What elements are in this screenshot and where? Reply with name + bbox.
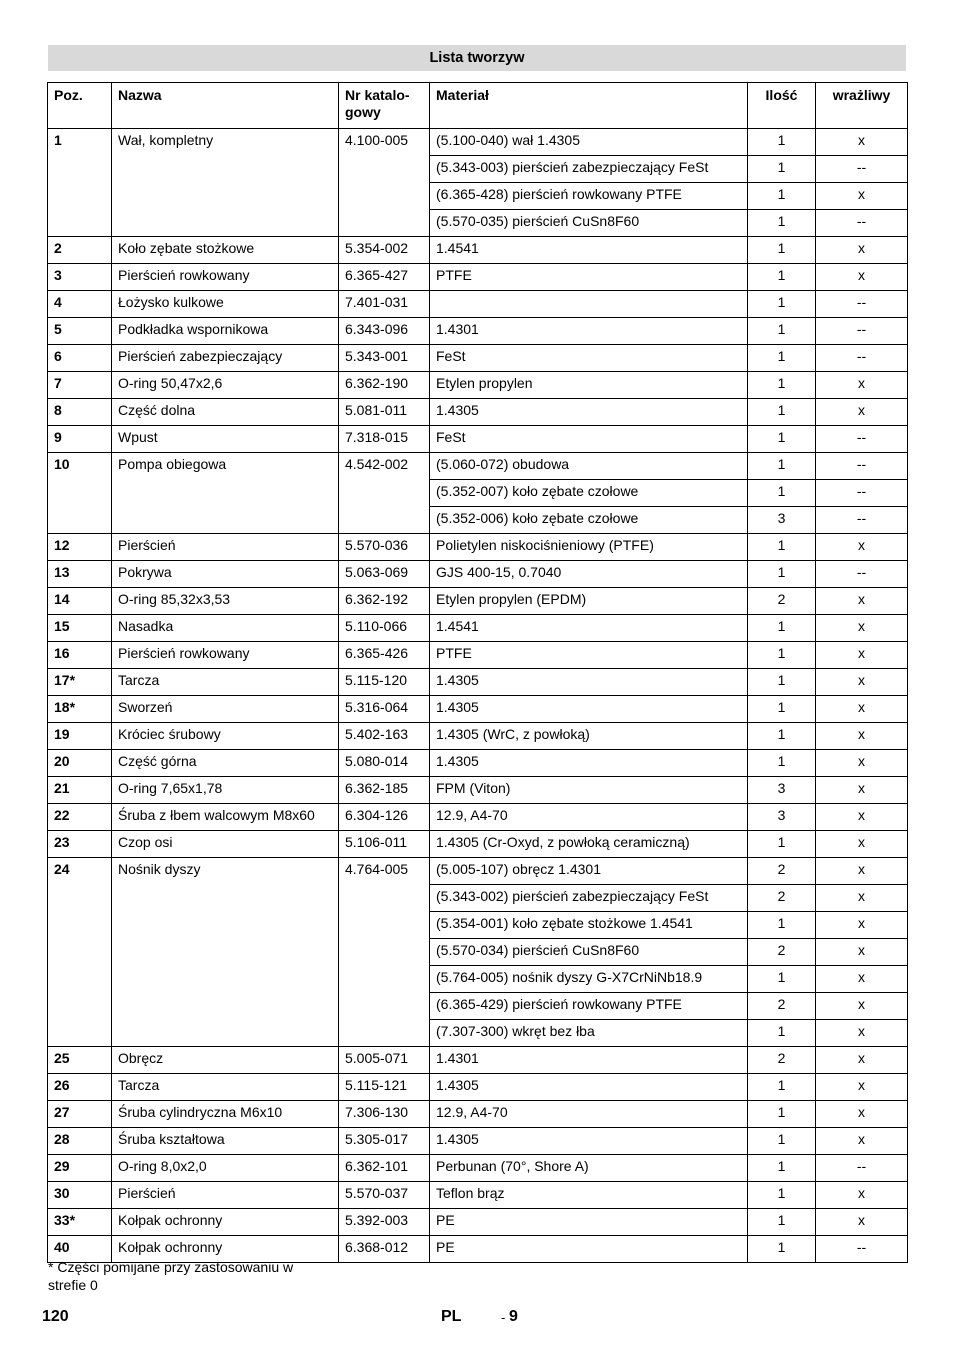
header-qty: Ilość: [748, 83, 816, 129]
cell-catalog: 5.081-011: [339, 399, 430, 426]
cell-catalog: 7.306-130: [339, 1101, 430, 1128]
cell-qty: 3: [748, 507, 816, 534]
cell-name: Pompa obiegowa: [112, 453, 339, 534]
cell-qty: 1: [748, 453, 816, 480]
cell-qty: 1: [748, 426, 816, 453]
cell-name: Tarcza: [112, 669, 339, 696]
cell-qty: 1: [748, 912, 816, 939]
language-code: PL: [441, 1308, 462, 1325]
table-row: [48, 399, 908, 426]
cell-name: Pierścień zabezpieczający: [112, 345, 339, 372]
cell-name: Sworzeń: [112, 696, 339, 723]
cell-catalog: 5.402-163: [339, 723, 430, 750]
table-row: [48, 1182, 908, 1209]
cell-qty: 1: [748, 615, 816, 642]
cell-material: FPM (Viton): [430, 777, 748, 804]
cell-qty: 1: [748, 534, 816, 561]
cell-pos: 9: [48, 426, 112, 453]
cell-sensitive: x: [816, 615, 908, 642]
cell-catalog: 6.368-012: [339, 1236, 430, 1263]
cell-material: 1.4305: [430, 1074, 748, 1101]
cell-qty: 1: [748, 264, 816, 291]
cell-catalog: 5.005-071: [339, 1047, 430, 1074]
cell-sensitive: --: [816, 507, 908, 534]
cell-name: Podkładka wspornikowa: [112, 318, 339, 345]
cell-name: Tarcza: [112, 1074, 339, 1101]
cell-pos: 21: [48, 777, 112, 804]
table-row: [48, 534, 908, 561]
cell-catalog: 7.401-031: [339, 291, 430, 318]
cell-qty: 1: [748, 1182, 816, 1209]
cell-qty: 2: [748, 1047, 816, 1074]
cell-material: Polietylen niskociśnieniowy (PTFE): [430, 534, 748, 561]
cell-pos: 6: [48, 345, 112, 372]
cell-material: 12.9, A4-70: [430, 804, 748, 831]
cell-sensitive: x: [816, 1182, 908, 1209]
cell-name: Króciec śrubowy: [112, 723, 339, 750]
table-row: [48, 777, 908, 804]
cell-catalog: 6.362-192: [339, 588, 430, 615]
table-row: [48, 1101, 908, 1128]
cell-sensitive: x: [816, 183, 908, 210]
table-row: [48, 1128, 908, 1155]
cell-catalog: 6.362-190: [339, 372, 430, 399]
header-pos: Poz.: [48, 83, 112, 129]
cell-sensitive: x: [816, 1101, 908, 1128]
cell-name: Nasadka: [112, 615, 339, 642]
cell-catalog: 5.570-037: [339, 1182, 430, 1209]
cell-sensitive: x: [816, 1047, 908, 1074]
cell-pos: 22: [48, 804, 112, 831]
cell-pos: 12: [48, 534, 112, 561]
cell-sensitive: x: [816, 804, 908, 831]
cell-sensitive: --: [816, 480, 908, 507]
cell-catalog: 6.365-427: [339, 264, 430, 291]
cell-pos: 10: [48, 453, 112, 534]
table-row: [48, 237, 908, 264]
cell-material: 1.4305: [430, 399, 748, 426]
cell-name: Pierścień rowkowany: [112, 264, 339, 291]
cell-name: Pierścień: [112, 534, 339, 561]
cell-qty: 1: [748, 1128, 816, 1155]
cell-sensitive: x: [816, 264, 908, 291]
cell-sensitive: x: [816, 1074, 908, 1101]
cell-catalog: 5.570-036: [339, 534, 430, 561]
cell-material: (5.570-035) pierścień CuSn8F60: [430, 210, 748, 237]
table-row: [48, 345, 908, 372]
cell-qty: 1: [748, 1236, 816, 1263]
cell-qty: 1: [748, 291, 816, 318]
cell-name: Kołpak ochronny: [112, 1209, 339, 1236]
cell-catalog: 5.354-002: [339, 237, 430, 264]
cell-sensitive: --: [816, 345, 908, 372]
cell-sensitive: x: [816, 723, 908, 750]
table-row: [48, 1209, 908, 1236]
cell-sensitive: x: [816, 399, 908, 426]
cell-name: Śruba z łbem walcowym M8x60: [112, 804, 339, 831]
table-body: [48, 129, 908, 1263]
cell-name: Wał, kompletny: [112, 129, 339, 237]
table-row: [48, 696, 908, 723]
cell-catalog: 5.115-121: [339, 1074, 430, 1101]
cell-material: (5.343-002) pierścień zabezpieczający FeSt: [430, 885, 748, 912]
cell-sensitive: x: [816, 885, 908, 912]
cell-catalog: 5.115-120: [339, 669, 430, 696]
cell-sensitive: x: [816, 858, 908, 885]
cell-sensitive: x: [816, 1128, 908, 1155]
cell-name: Część dolna: [112, 399, 339, 426]
cell-name: Nośnik dyszy: [112, 858, 339, 1047]
cell-material: 12.9, A4-70: [430, 1101, 748, 1128]
cell-pos: 30: [48, 1182, 112, 1209]
cell-qty: 1: [748, 831, 816, 858]
table-header: [48, 83, 908, 129]
cell-material: 1.4305: [430, 696, 748, 723]
cell-qty: 2: [748, 885, 816, 912]
cell-material: 1.4305: [430, 1128, 748, 1155]
cell-pos: 33*: [48, 1209, 112, 1236]
cell-qty: 2: [748, 588, 816, 615]
cell-name: Obręcz: [112, 1047, 339, 1074]
cell-pos: 7: [48, 372, 112, 399]
cell-qty: 1: [748, 1101, 816, 1128]
cell-material: 1.4305: [430, 750, 748, 777]
cell-pos: 3: [48, 264, 112, 291]
cell-sensitive: x: [816, 669, 908, 696]
cell-qty: 1: [748, 345, 816, 372]
cell-material: (5.343-003) pierścień zabezpieczający FeSt: [430, 156, 748, 183]
cell-material: 1.4305 (WrC, z powłoką): [430, 723, 748, 750]
cell-material: 1.4305: [430, 669, 748, 696]
cell-qty: 1: [748, 183, 816, 210]
cell-name: O-ring 85,32x3,53: [112, 588, 339, 615]
cell-pos: 13: [48, 561, 112, 588]
cell-name: Wpust: [112, 426, 339, 453]
table-row: [48, 831, 908, 858]
cell-sensitive: x: [816, 939, 908, 966]
table-row: [48, 804, 908, 831]
cell-material: 1.4301: [430, 1047, 748, 1074]
header-sensitive: wrażliwy: [816, 83, 908, 129]
cell-pos: 16: [48, 642, 112, 669]
cell-sensitive: x: [816, 777, 908, 804]
cell-pos: 20: [48, 750, 112, 777]
cell-sensitive: x: [816, 237, 908, 264]
cell-qty: 1: [748, 1155, 816, 1182]
cell-qty: 3: [748, 777, 816, 804]
cell-qty: 1: [748, 129, 816, 156]
cell-name: O-ring 8,0x2,0: [112, 1155, 339, 1182]
table-row: [48, 750, 908, 777]
cell-qty: 1: [748, 696, 816, 723]
footnote: * Części pomijane przy zastosowaniu w strefie 0: [48, 1259, 294, 1293]
cell-material: (5.352-006) koło zębate czołowe: [430, 507, 748, 534]
table-row: [48, 372, 908, 399]
cell-sensitive: x: [816, 1209, 908, 1236]
cell-material: Etylen propylen: [430, 372, 748, 399]
cell-qty: 2: [748, 939, 816, 966]
cell-material: (7.307-300) wkręt bez łba: [430, 1020, 748, 1047]
cell-pos: 18*: [48, 696, 112, 723]
cell-sensitive: x: [816, 993, 908, 1020]
cell-sensitive: x: [816, 966, 908, 993]
table-row: [48, 264, 908, 291]
table-row: [48, 669, 908, 696]
header-row: [48, 83, 908, 129]
cell-catalog: 5.305-017: [339, 1128, 430, 1155]
cell-catalog: 5.343-001: [339, 345, 430, 372]
cell-sensitive: x: [816, 831, 908, 858]
cell-name: Część górna: [112, 750, 339, 777]
cell-qty: 1: [748, 318, 816, 345]
cell-catalog: 4.764-005: [339, 858, 430, 1047]
cell-sensitive: --: [816, 318, 908, 345]
cell-material: 1.4305 (Cr-Oxyd, z powłoką ceramiczną): [430, 831, 748, 858]
cell-sensitive: --: [816, 453, 908, 480]
cell-pos: 24: [48, 858, 112, 1047]
cell-sensitive: x: [816, 588, 908, 615]
cell-pos: 26: [48, 1074, 112, 1101]
cell-sensitive: x: [816, 642, 908, 669]
cell-material: PTFE: [430, 264, 748, 291]
cell-material: Etylen propylen (EPDM): [430, 588, 748, 615]
table-row: [48, 318, 908, 345]
cell-sensitive: x: [816, 750, 908, 777]
cell-name: Koło zębate stożkowe: [112, 237, 339, 264]
table-row: [48, 453, 908, 480]
cell-material: (5.005-107) obręcz 1.4301: [430, 858, 748, 885]
cell-catalog: 5.110-066: [339, 615, 430, 642]
header-material: Materiał: [430, 83, 748, 129]
cell-sensitive: x: [816, 372, 908, 399]
header-name: Nazwa: [112, 83, 339, 129]
cell-material: PE: [430, 1209, 748, 1236]
cell-qty: 1: [748, 210, 816, 237]
table-row: [48, 129, 908, 156]
cell-pos: 27: [48, 1101, 112, 1128]
cell-sensitive: --: [816, 1155, 908, 1182]
table-title-text: Lista tworzyw: [429, 50, 525, 66]
cell-catalog: 5.392-003: [339, 1209, 430, 1236]
cell-material: 1.4301: [430, 318, 748, 345]
cell-qty: 1: [748, 669, 816, 696]
cell-qty: 2: [748, 858, 816, 885]
cell-catalog: 6.343-096: [339, 318, 430, 345]
cell-qty: 1: [748, 480, 816, 507]
cell-name: Łożysko kulkowe: [112, 291, 339, 318]
cell-catalog: 4.100-005: [339, 129, 430, 237]
cell-catalog: 5.316-064: [339, 696, 430, 723]
cell-name: Pierścień: [112, 1182, 339, 1209]
table-row: [48, 642, 908, 669]
cell-material: (5.764-005) nośnik dyszy G-X7CrNiNb18.9: [430, 966, 748, 993]
table-row: [48, 1047, 908, 1074]
cell-sensitive: --: [816, 426, 908, 453]
cell-catalog: 4.542-002: [339, 453, 430, 534]
cell-qty: 3: [748, 804, 816, 831]
cell-material: 1.4541: [430, 237, 748, 264]
cell-sensitive: --: [816, 291, 908, 318]
cell-material: GJS 400-15, 0.7040: [430, 561, 748, 588]
cell-sensitive: x: [816, 129, 908, 156]
table-row: [48, 1074, 908, 1101]
cell-pos: 28: [48, 1128, 112, 1155]
cell-pos: 29: [48, 1155, 112, 1182]
cell-material: Perbunan (70°, Shore A): [430, 1155, 748, 1182]
cell-pos: 2: [48, 237, 112, 264]
cell-name: Śruba kształtowa: [112, 1128, 339, 1155]
cell-pos: 5: [48, 318, 112, 345]
cell-sensitive: --: [816, 1236, 908, 1263]
cell-catalog: 5.080-014: [339, 750, 430, 777]
cell-name: Kołpak ochronny: [112, 1236, 339, 1263]
cell-pos: 14: [48, 588, 112, 615]
cell-pos: 23: [48, 831, 112, 858]
table-row: [48, 561, 908, 588]
cell-material: 1.4541: [430, 615, 748, 642]
cell-qty: 1: [748, 723, 816, 750]
table-row: [48, 588, 908, 615]
cell-qty: 1: [748, 399, 816, 426]
cell-qty: 1: [748, 1074, 816, 1101]
cell-catalog: 5.063-069: [339, 561, 430, 588]
cell-sensitive: --: [816, 210, 908, 237]
cell-sensitive: x: [816, 912, 908, 939]
cell-pos: 19: [48, 723, 112, 750]
cell-sensitive: x: [816, 534, 908, 561]
cell-pos: 40: [48, 1236, 112, 1263]
table-row: [48, 291, 908, 318]
table-row: [48, 615, 908, 642]
cell-pos: 15: [48, 615, 112, 642]
table-row: [48, 723, 908, 750]
cell-qty: 1: [748, 1020, 816, 1047]
cell-name: O-ring 7,65x1,78: [112, 777, 339, 804]
cell-pos: 1: [48, 129, 112, 237]
cell-qty: 2: [748, 993, 816, 1020]
table-row: [48, 1155, 908, 1182]
cell-pos: 8: [48, 399, 112, 426]
cell-qty: 1: [748, 372, 816, 399]
cell-name: O-ring 50,47x2,6: [112, 372, 339, 399]
cell-catalog: 6.304-126: [339, 804, 430, 831]
cell-material: (5.354-001) koło zębate stożkowe 1.4541: [430, 912, 748, 939]
cell-catalog: 5.106-011: [339, 831, 430, 858]
cell-material: FeSt: [430, 345, 748, 372]
cell-material: (5.352-007) koło zębate czołowe: [430, 480, 748, 507]
cell-catalog: 6.365-426: [339, 642, 430, 669]
cell-pos: 17*: [48, 669, 112, 696]
cell-material: Teflon brąz: [430, 1182, 748, 1209]
cell-material: (6.365-429) pierścień rowkowany PTFE: [430, 993, 748, 1020]
cell-name: Pokrywa: [112, 561, 339, 588]
cell-material: (5.570-034) pierścień CuSn8F60: [430, 939, 748, 966]
cell-qty: 1: [748, 1209, 816, 1236]
cell-sensitive: --: [816, 156, 908, 183]
table-title: [48, 45, 906, 71]
cell-pos: 4: [48, 291, 112, 318]
cell-material: PTFE: [430, 642, 748, 669]
cell-name: Śruba cylindryczna M6x10: [112, 1101, 339, 1128]
cell-qty: 1: [748, 156, 816, 183]
cell-name: Czop osi: [112, 831, 339, 858]
page-number: 120: [42, 1308, 69, 1325]
table-row: [48, 426, 908, 453]
cell-sensitive: x: [816, 696, 908, 723]
cell-material: (6.365-428) pierścień rowkowany PTFE: [430, 183, 748, 210]
sub-page-number: 9: [509, 1308, 518, 1325]
cell-sensitive: --: [816, 561, 908, 588]
cell-qty: 1: [748, 561, 816, 588]
materials-table: [47, 82, 908, 1263]
cell-qty: 1: [748, 966, 816, 993]
cell-sensitive: x: [816, 1020, 908, 1047]
cell-material: [430, 291, 748, 318]
cell-material: PE: [430, 1236, 748, 1263]
cell-qty: 1: [748, 237, 816, 264]
cell-qty: 1: [748, 750, 816, 777]
cell-catalog: 6.362-101: [339, 1155, 430, 1182]
cell-material: (5.100-040) wał 1.4305: [430, 129, 748, 156]
header-catalog: Nr katalo-gowy: [339, 83, 430, 129]
cell-name: Pierścień rowkowany: [112, 642, 339, 669]
table-row: [48, 858, 908, 885]
cell-qty: 1: [748, 642, 816, 669]
page-separator: -: [501, 1310, 506, 1325]
cell-material: (5.060-072) obudowa: [430, 453, 748, 480]
cell-pos: 25: [48, 1047, 112, 1074]
cell-material: FeSt: [430, 426, 748, 453]
cell-catalog: 7.318-015: [339, 426, 430, 453]
cell-catalog: 6.362-185: [339, 777, 430, 804]
